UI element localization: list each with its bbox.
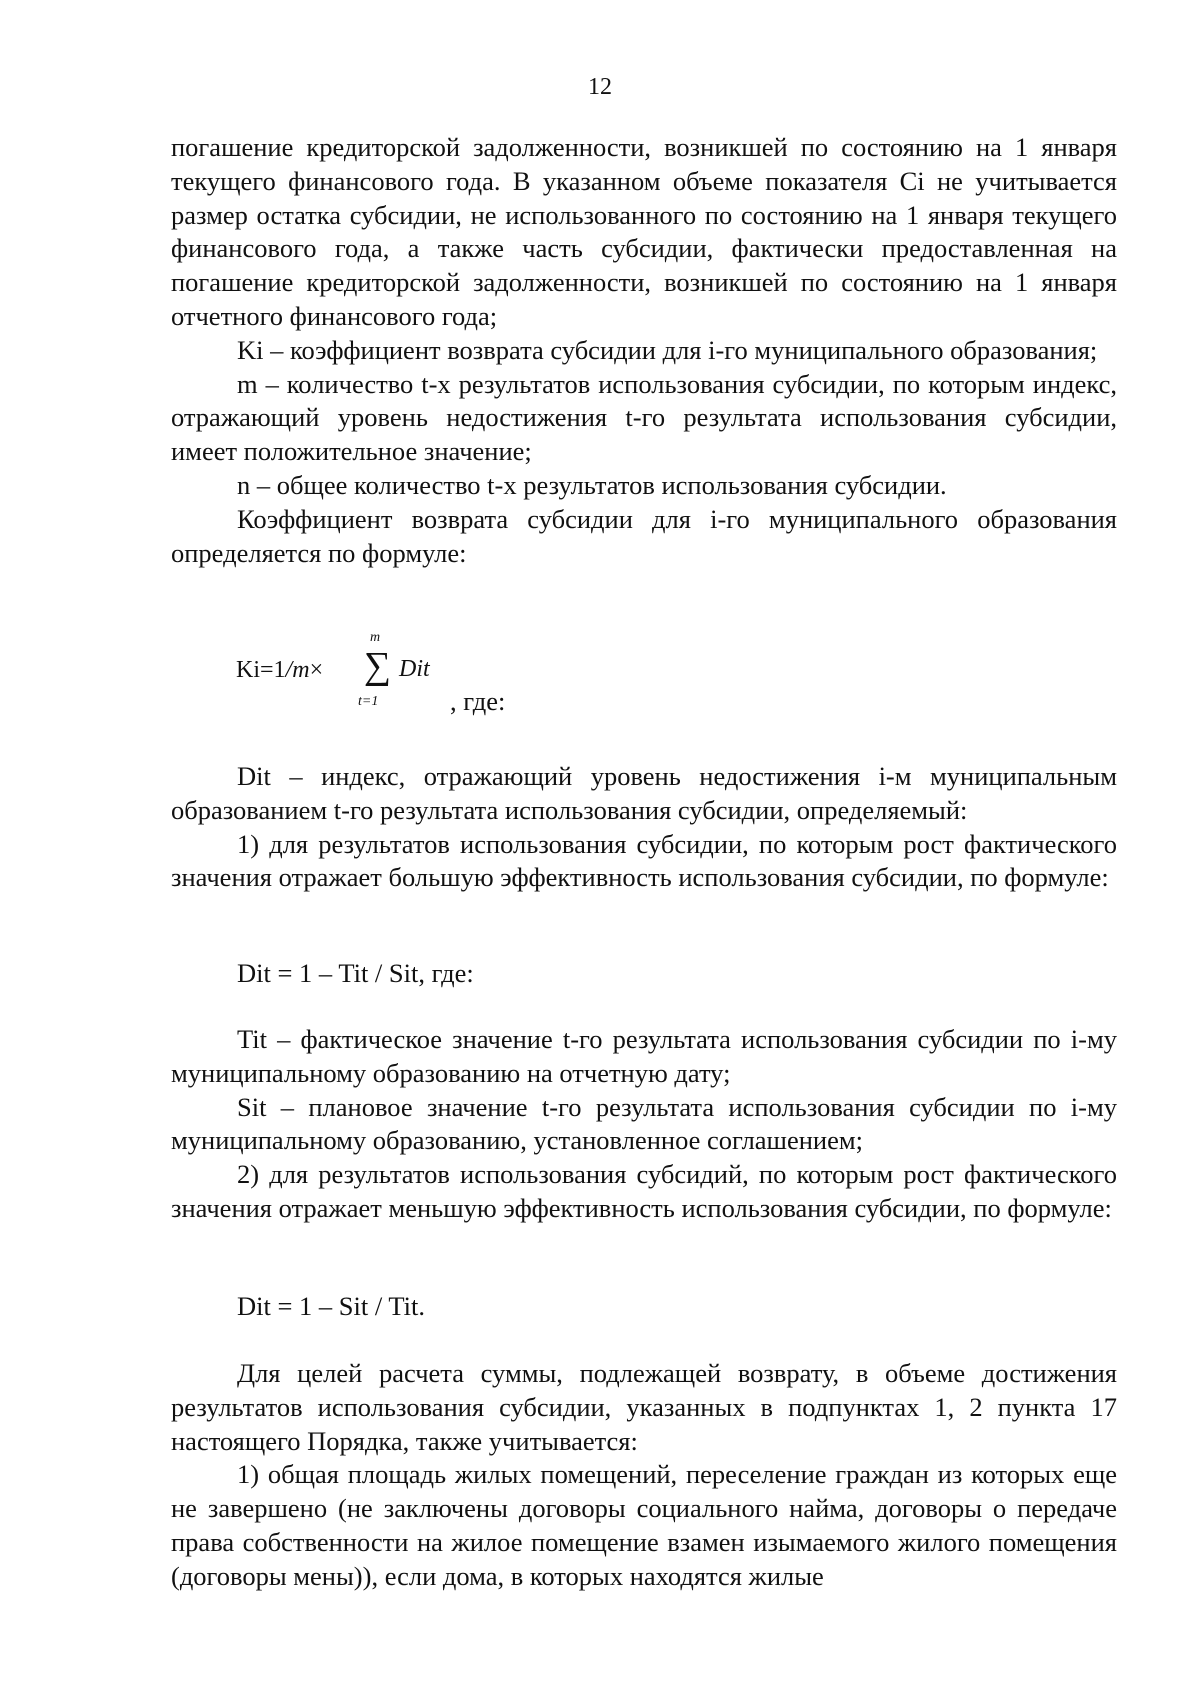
sum-lower-limit: t=1	[358, 694, 379, 709]
paragraph-ki-definition: Ki – коэффициент возврата субсидии для i-го муниципального образования;	[237, 334, 1098, 365]
formula-ki-lhs: Ki=1/m×	[236, 657, 324, 683]
text-block-4	[171, 1357, 1117, 1594]
text-block-2	[171, 760, 1117, 895]
text-block-1	[171, 131, 1117, 570]
paragraph-purpose: Для целей расчета суммы, подлежащей возврату, в объеме достижения результатов использования субсидии, указанных в подпунктах 1, 2 пункта 17 настоящего Порядка, также учитывается:	[171, 1358, 1117, 1456]
paragraph-ci-continuation: погашение кредиторской задолженности, возникшей по состоянию на 1 января текущего финансового года. В указанном объеме показателя Ci не учитывается размер остатка субсидии, не использованного по состоянию на 1 января текущего финансового года, а также часть субсидии, фактически предоставленная на погашение кредиторской задолженности, возникшей по состоянию на 1 января отчетного финансового года;	[171, 132, 1117, 331]
paragraph-m-definition: m – количество t-x результатов использования субсидии, по которым индекс, отражающий уровень недостижения t-го результата использования субсидии, имеет положительное значение;	[171, 368, 1117, 467]
sum-upper-limit: m	[370, 630, 381, 645]
paragraph-tit-definition: Tit – фактическое значение t-го результата использования субсидии по i-му муниципальному образованию на отчетную дату;	[171, 1024, 1117, 1088]
sum-sign: ∑	[364, 645, 392, 687]
paragraph-dit-definition: Dit – индекс, отражающий уровень недостижения i-м муниципальным образованием t-го результата использования субсидии, определяемый:	[171, 761, 1117, 825]
paragraph-area-item-1: 1) общая площадь жилых помещений, переселение граждан из которых еще не завершено (не заключены договоры социального найма, договоры о передаче права собственности на жилое помещение взамен изымаемого жилого помещения (договоры мены)), если дома, в которых находятся жилые	[171, 1459, 1117, 1591]
formula-ki-where: , где:	[450, 686, 506, 716]
sum-term: Dit	[399, 656, 430, 682]
paragraph-case-2: 2) для результатов использования субсидий, по которым рост фактического значения отражает меньшую эффективность использования субсидии, по формуле:	[171, 1159, 1117, 1223]
formula-dit-2: Dit = 1 – Sit / Tit.	[237, 1291, 426, 1321]
text-block-3	[171, 1023, 1117, 1226]
paragraph-sit-definition: Sit – плановое значение t-го результата использования субсидии по i-му муниципальному образованию, установленное соглашением;	[171, 1091, 1117, 1156]
page-number: 12	[588, 74, 612, 100]
paragraph-n-definition: n – общее количество t-x результатов использования субсидии.	[237, 469, 947, 500]
paragraph-ki-intro: Коэффициент возврата субсидии для i-го муниципального образования определяется по формуле:	[171, 503, 1117, 568]
formula-dit-1: Dit = 1 – Tit / Sit, где:	[237, 958, 474, 988]
paragraph-case-1: 1) для результатов использования субсидии, по которым рост фактического значения отражает большую эффективность использования субсидии, по формуле:	[171, 828, 1117, 893]
